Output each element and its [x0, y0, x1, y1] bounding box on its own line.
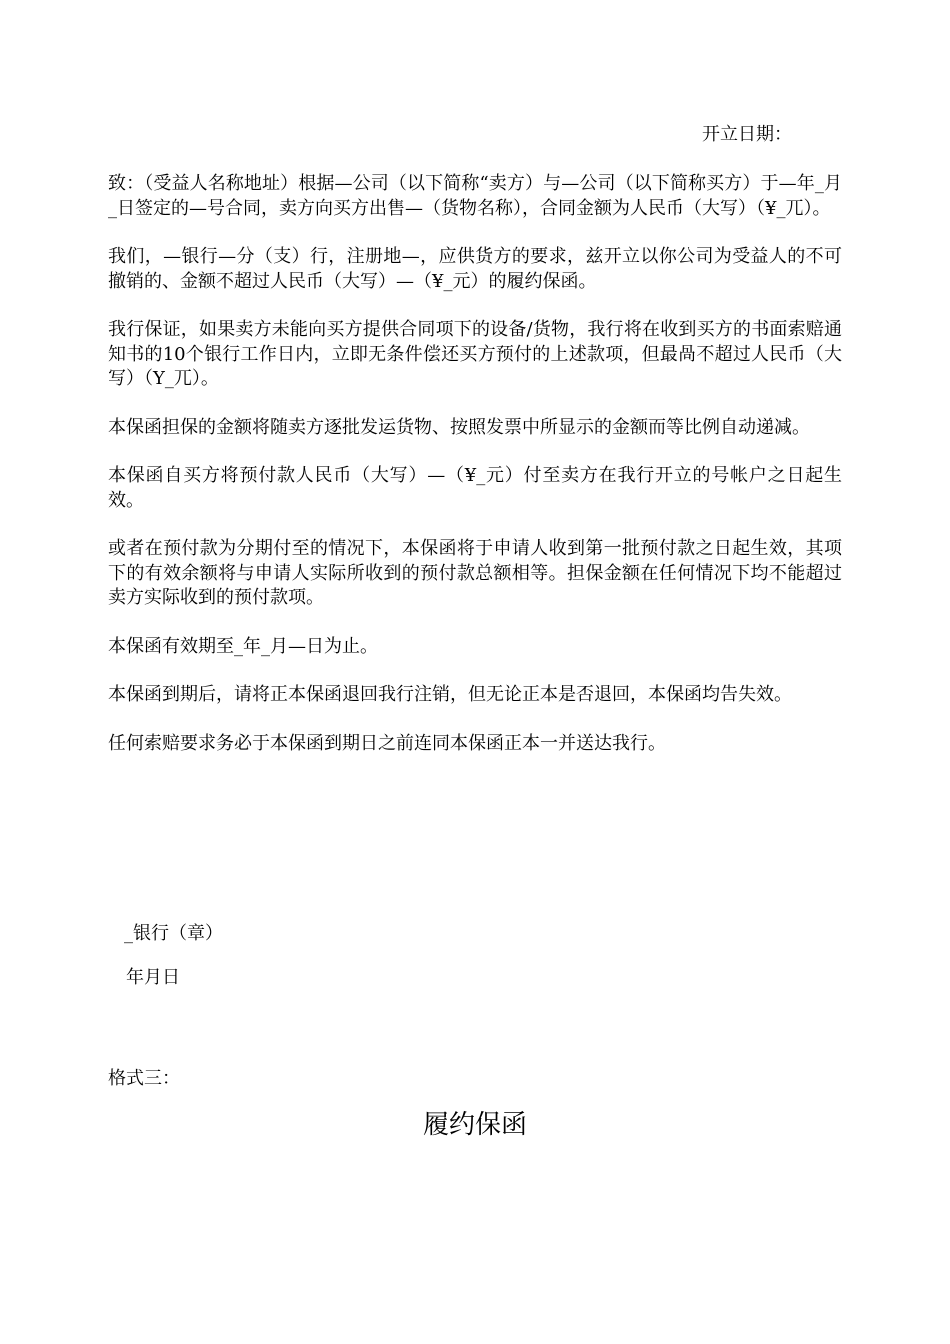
paragraph-addressee: 致：（受益人名称地址）根据—公司（以下简称“卖方）与—公司（以下简称买方）于—年_月_日签定的—号合同，卖方向买方出售—（货物名称），合同金额为人民币（大写）（¥_兀）。	[108, 173, 842, 219]
format-label: 格式三：	[108, 1068, 180, 1089]
issue-date-label: 开立日期：	[702, 124, 792, 145]
section-title: 履约保函	[422, 1110, 527, 1140]
bank-seal-line: _银行（章）	[124, 923, 223, 944]
paragraph-expiry: 本保函到期后，请将正本保函退回我行注销，但无论正本是否退回，本保函均告失效。	[108, 684, 792, 705]
paragraph-reduction: 本保函担保的金额将随卖方逐批发运货物、按照发票中所显示的金额而等比例自动递减。	[108, 416, 810, 438]
paragraph-validity: 本保函有效期至_年_月—日为止。	[108, 635, 378, 657]
paragraph-installments: 或者在预付款为分期付至的情况下，本保函将于申请人收到第一批预付款之日起生效，其项下的有效余额将与申请人实际所收到的预付款总额相等。担保金额在任何情况下均不能超过卖方实际收到的预付款项。	[108, 538, 842, 608]
paragraph-effective: 本保函自买方将预付款人民币（大写）—（¥_元）付至卖方在我行开立的号帐户之日起生效。	[108, 465, 842, 511]
paragraph-guarantee: 我行保证，如果卖方未能向买方提供合同项下的设备/货物，我行将在收到买方的书面索赔通知书的10个银行工作日内，立即无条件偿还买方预付的上述款项，但最咼不超过人民币（大写）（Y_兀）。	[108, 319, 842, 389]
signature-date: 年月日	[126, 967, 180, 988]
paragraph-issuance: 我们，—银行—分（支）行，注册地—，应供货方的要求，兹开立以你公司为受益人的不可撤销的、金额不超过人民币（大写）—（¥_元）的履约保函。	[108, 246, 842, 292]
paragraph-claims: 任何索赔要求务必于本保函到期日之前连同本保函正本一并送达我行。	[108, 732, 666, 754]
letter-body	[108, 172, 842, 756]
